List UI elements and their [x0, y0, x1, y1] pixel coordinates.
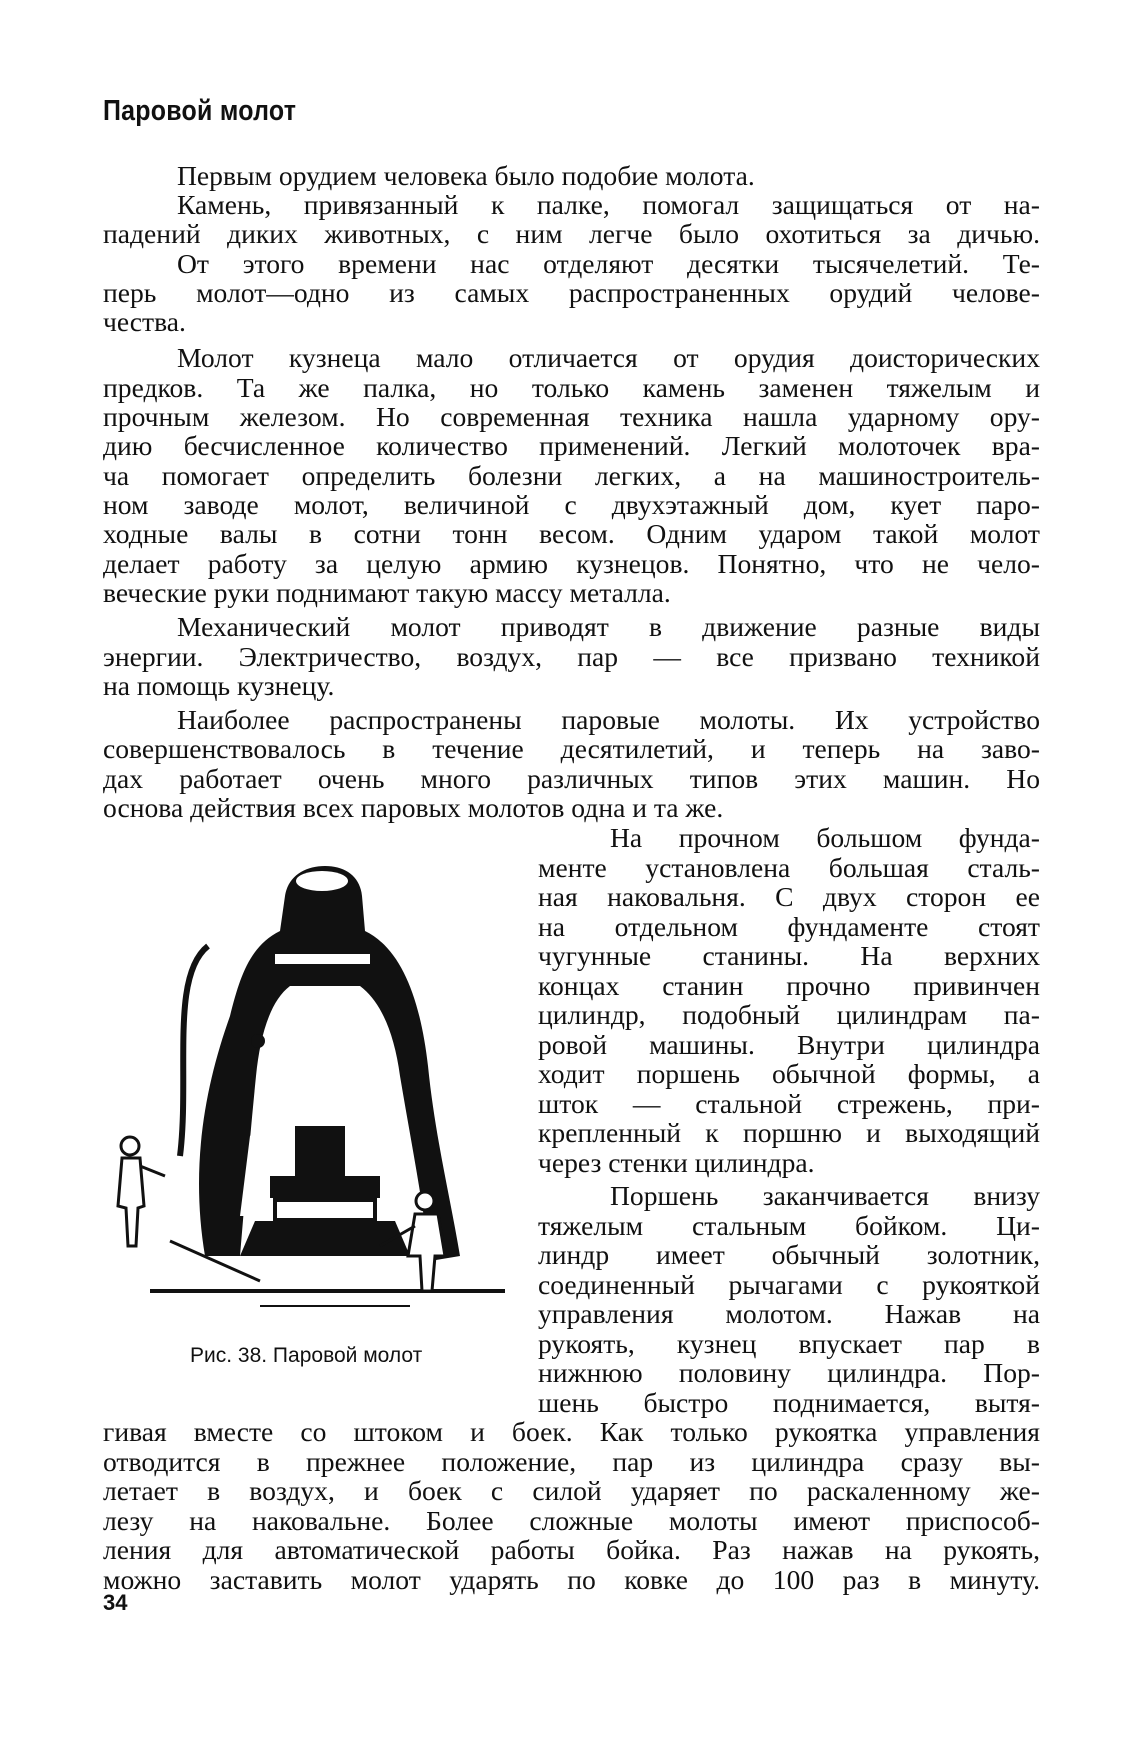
text-line: гивая вместе со штоком и боек. Как только рукоятка управления — [103, 1416, 1040, 1447]
text-line: лезу на наковальне. Более сложные молоты имеют приспособ- — [103, 1505, 1040, 1536]
text-line: ходит поршень обычной формы, а — [538, 1058, 1040, 1089]
text-line: падений диких животных, с ним легче было охотиться за дичью. — [103, 218, 1040, 249]
text-line: Камень, привязанный к палке, помогал защищаться от на- — [177, 189, 1040, 220]
text-line: можно заставить молот ударять по ковке до 100 раз в минуту. — [103, 1564, 1040, 1595]
text-line: На прочном большом фунда- — [610, 822, 1040, 853]
text-line: энергии. Электричество, воздух, пар — все призвано техникой — [103, 641, 1040, 672]
text-line: менте установлена большая сталь- — [538, 852, 1040, 883]
text-line: Первым орудием человека было подобие молота. — [177, 160, 755, 191]
text-line: тяжелым стальным бойком. Ци- — [538, 1210, 1040, 1241]
text-line: ходные валы в сотни тонн весом. Одним ударом такой молот — [103, 518, 1040, 549]
text-line: шень быстро поднимается, вытя- — [538, 1387, 1040, 1418]
text-line: Поршень заканчивается внизу — [610, 1180, 1040, 1211]
text-line: через стенки цилиндра. — [538, 1147, 815, 1178]
text-line: дах работает очень много различных типов этих машин. Но — [103, 763, 1040, 794]
text-line: ча помогает определить болезни легких, а на машиностроитель- — [103, 460, 1040, 491]
text-line: перь молот—одно из самых распространенных орудий челове- — [103, 277, 1040, 308]
text-line: ровой машины. Внутри цилиндра — [538, 1029, 1040, 1060]
text-line: чества. — [103, 306, 186, 337]
text-line: Наиболее распространены паровые молоты. Их устройство — [177, 704, 1040, 735]
text-line: прочным железом. Но современная техника нашла ударному ору- — [103, 401, 1040, 432]
text-line: делает работу за целую армию кузнецов. Понятно, что не чело- — [103, 548, 1040, 579]
text-line: отводится в прежнее положение, пар из цилиндра сразу вы- — [103, 1446, 1040, 1477]
text-line: совершенствовалось в течение десятилетий, и теперь на заво- — [103, 733, 1040, 764]
text-line: соединенный рычагами с рукояткой — [538, 1269, 1040, 1300]
text-line: крепленный к поршню и выходящий — [538, 1117, 1040, 1148]
figure-caption: Рис. 38. Паровой молот — [190, 1344, 423, 1367]
section-heading: Паровой молот — [103, 95, 297, 127]
text-line: шток — стальной стрежень, при- — [538, 1088, 1040, 1119]
steam-hammer-illustration — [110, 836, 530, 1316]
text-line: нижнюю половину цилиндра. Пор- — [538, 1357, 1040, 1388]
page-number: 34 — [103, 1590, 128, 1615]
text-line: линдр имеет обычный золотник, — [538, 1239, 1040, 1270]
text-line: предков. Та же палка, но только камень заменен тяжелым и — [103, 372, 1040, 403]
text-line: веческие руки поднимают такую массу металла. — [103, 577, 671, 608]
text-line: ления для автоматической работы бойка. Раз нажав на рукоять, — [103, 1534, 1040, 1565]
text-line: летает в воздух, и боек с силой ударяет по раскаленному же- — [103, 1475, 1040, 1506]
text-line: Механический молот приводят в движение разные виды — [177, 611, 1040, 642]
text-line: на помощь кузнецу. — [103, 670, 335, 701]
text-line: дию бесчисленное количество применений. Легкий молоточек вра- — [103, 430, 1040, 461]
text-line: Молот кузнеца мало отличается от орудия доисторических — [177, 342, 1040, 373]
text-line: цилиндр, подобный цилиндрам па- — [538, 999, 1040, 1030]
text-line: основа действия всех паровых молотов одна и та же. — [103, 792, 724, 823]
text-line: на отдельном фундаменте стоят — [538, 911, 1040, 942]
text-line: чугунные станины. На верхних — [538, 940, 1040, 971]
text-line: ная наковальня. С двух сторон ее — [538, 881, 1040, 912]
text-line: От этого времени нас отделяют десятки тысячелетий. Те- — [177, 248, 1040, 279]
text-line: ном заводе молот, величиной с двухэтажный дом, кует паро- — [103, 489, 1040, 520]
text-line: концах станин прочно привинчен — [538, 970, 1040, 1001]
text-line: рукоять, кузнец впускает пар в — [538, 1328, 1040, 1359]
text-line: управления молотом. Нажав на — [538, 1298, 1040, 1329]
